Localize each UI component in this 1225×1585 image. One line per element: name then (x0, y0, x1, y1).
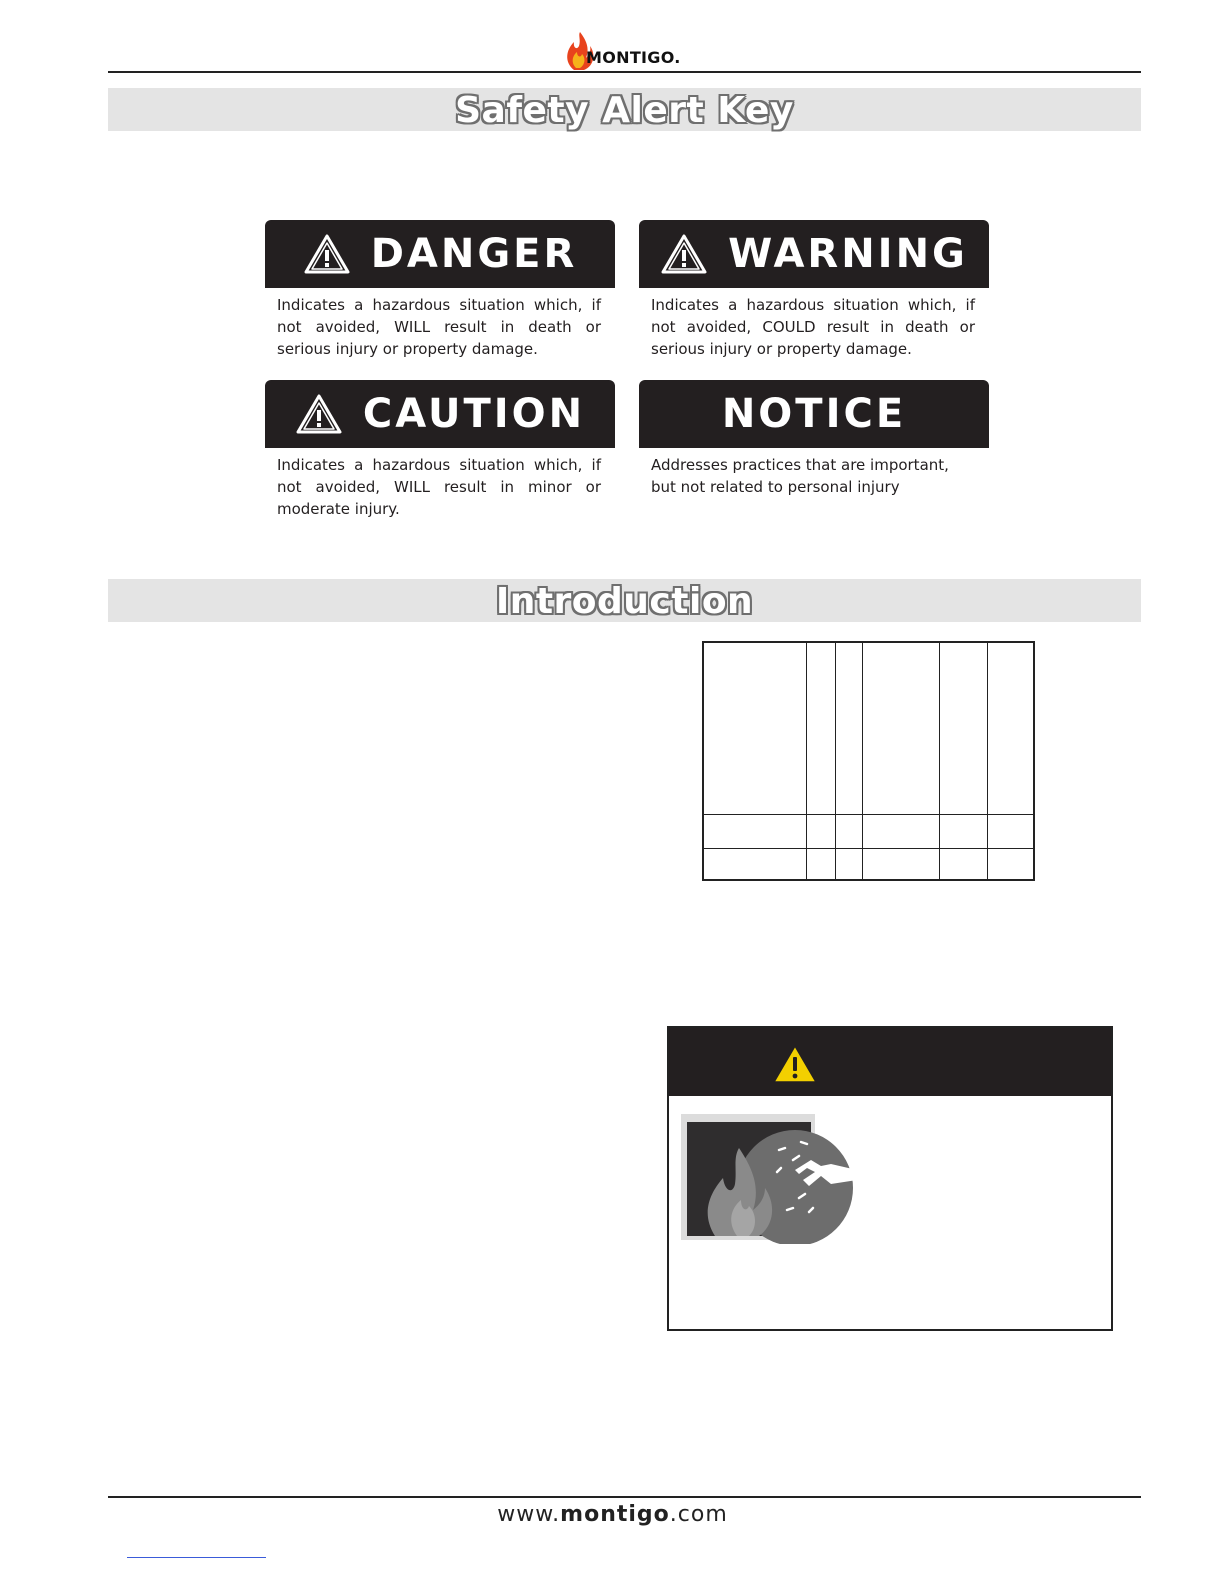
alert-description-danger: Indicates a hazardous situation which, if not avoided, WILL result in death or serious injury or property damage. (277, 296, 601, 358)
hot-glass-hand-flame-icon (681, 1114, 857, 1244)
alert-header-warning (639, 220, 989, 288)
alert-description-warning: Indicates a hazardous situation which, if not avoided, COULD result in death or serious injury or property damage. (651, 296, 975, 358)
section-title-safety-alert-key: Safety Alert Key (455, 90, 794, 131)
hot-glass-warning-box (667, 1026, 1113, 1331)
alert-description-caution: Indicates a hazardous situation which, if not avoided, WILL result in minor or moderate injury. (277, 456, 601, 518)
table-row-divider (704, 814, 1033, 815)
footer-url-suffix: .com (669, 1502, 728, 1527)
page-link-underline[interactable] (127, 1557, 266, 1558)
section-bar-introduction (108, 579, 1141, 622)
table-column-divider (862, 643, 863, 879)
alert-card-warning (639, 220, 989, 360)
warning-triangle-icon (303, 233, 351, 275)
section-title-introduction: Introduction (495, 581, 754, 622)
section-bar-safety (108, 88, 1141, 131)
warning-triangle-icon (295, 393, 343, 435)
header-rule (108, 71, 1141, 73)
footer-rule (108, 1496, 1141, 1498)
table-column-divider (939, 643, 940, 879)
alert-word-notice: NOTICE (721, 391, 907, 437)
logo-text: MONTIGO. (586, 48, 681, 67)
warning-triangle-icon (772, 1044, 818, 1084)
alert-card-notice (639, 380, 989, 498)
table-column-divider (987, 643, 988, 879)
footer-url-brand: montigo (560, 1502, 670, 1527)
warning-triangle-icon (660, 233, 708, 275)
table-column-divider (806, 643, 807, 879)
table-column-divider (835, 643, 836, 879)
alert-word-warning: WARNING (728, 231, 968, 277)
alert-header-notice (639, 380, 989, 448)
alert-description-notice: Addresses practices that are important, but not related to personal injury (651, 456, 949, 496)
montigo-logo (560, 30, 700, 74)
footer-url-prefix: www. (497, 1502, 561, 1527)
specification-table (702, 641, 1035, 881)
alert-word-danger: DANGER (370, 231, 578, 277)
alert-header-danger (265, 220, 615, 288)
alert-card-danger (265, 220, 615, 360)
alert-header-caution (265, 380, 615, 448)
warning-box-header (669, 1028, 1111, 1096)
alert-word-caution: CAUTION (362, 391, 586, 437)
footer-website[interactable] (0, 1502, 1225, 1527)
table-row-divider (704, 848, 1033, 849)
alert-card-caution (265, 380, 615, 520)
